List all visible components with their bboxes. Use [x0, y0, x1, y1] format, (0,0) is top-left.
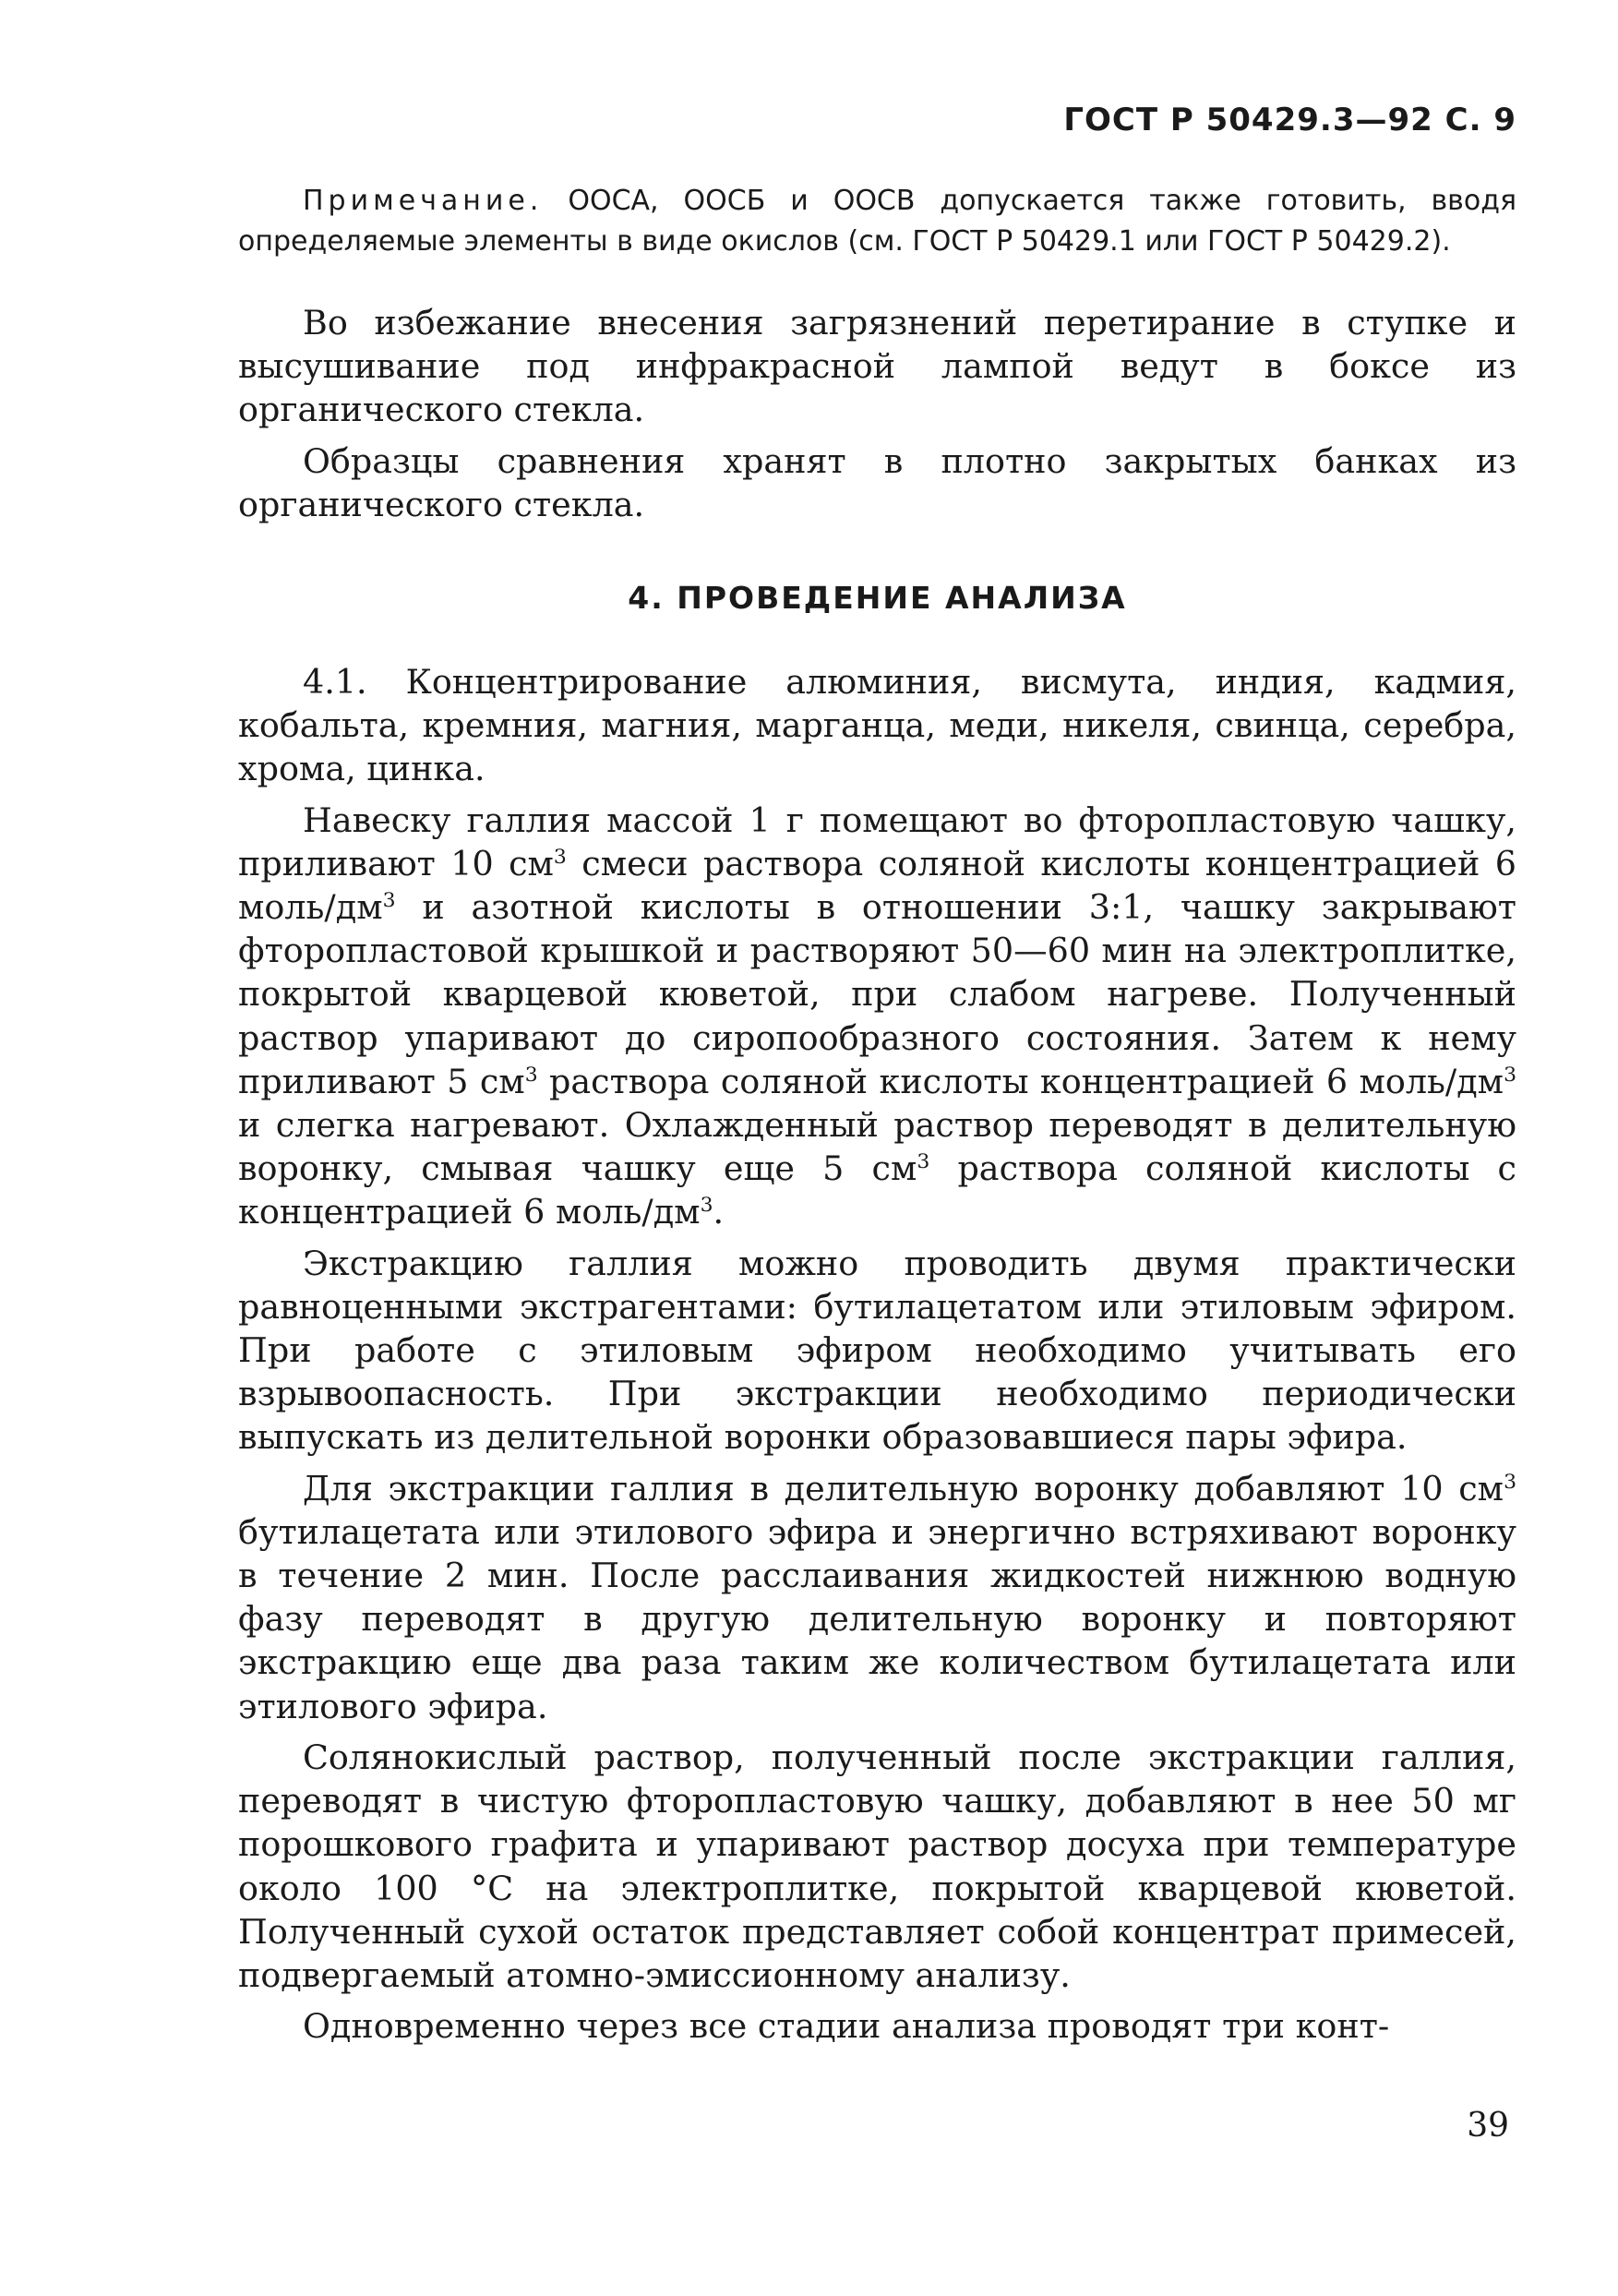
superscript: 3 [917, 1150, 930, 1174]
paragraph-control: Одновременно через все стадии анализа проводят три конт- [303, 2006, 1390, 2047]
superscript: 3 [1504, 1063, 1517, 1087]
superscript: 3 [700, 1194, 713, 1218]
paragraph-evaporation: Солянокислый раствор, полученный после экстракции галлия, переводят в чистую фторопластовую чашку, добавляют в нее 50 мг порошкового графита и упаривают раствор досуха при температуре около 100 °С на электроплитке, покрытой кварцевой кюветой. Полученный сухой остаток представляет собой концентрат примесей, подвергаемый атомно-эмиссионному анализу. [238, 1737, 1516, 1995]
page-number: 39 [1467, 2107, 1509, 2145]
running-header: ГОСТ Р 50429.3—92 С. 9 [1063, 102, 1516, 138]
paragraph-sample-dissolution: Навеску галлия массой 1 г помещают во фторопластовую чашку, приливают 10 $см^3$ смеси раствора соляной кислоты концентрацией 6 моль/$дм^3$ и азотной кислоты в отношении 3:1, чашку закрывают фторопластовой крышкой и растворяют 50—60 мин на электроплитке, покрытой кварцевой кюветой, при слабом нагреве. Полученный раствор упаривают до сиропообразного состояния. Затем к нему приливают 5 $см^3$ раствора соляной кислоты концентрацией 6 моль/$дм^3$ и слегка нагревают. Охлажденный раствор переводят в делительную воронку, смывая чашку еще 5 $см^3$ раствора соляной кислоты с концентрацией 6 моль/$дм^3$. [238, 799, 1517, 1232]
note-paragraph [238, 181, 1516, 262]
paragraph-4-1: 4.1. Концентрирование алюминия, висмута, индия, кадмия, кобальта, кремния, магния, марганца, меди, никеля, свинца, серебра, хрома, цинка. [238, 662, 1516, 789]
superscript: 3 [382, 888, 396, 912]
superscript: 3 [524, 1063, 538, 1087]
note-label: Примечание. [303, 185, 544, 217]
paragraph-storage: Образцы сравнения хранят в плотно закрытых банках из органического стекла. [238, 440, 1516, 524]
note-text: ООСА, ООСБ и ООСВ допускается также готовить, вводя определяемые элементы в виде окислов (см. ГОСТ Р 50429.1 или ГОСТ Р 50429.2). [238, 185, 1516, 258]
superscript: 3 [553, 845, 567, 869]
paragraph-extraction: Для экстракции галлия в делительную воронку добавляют 10 $см^3$ бутилацетата или этилового эфира и энергично встряхивают воронку в течение 2 мин. После расслаивания жидкостей нижнюю водную фазу переводят в другую делительную воронку и повторяют экстракцию еще два раза таким же количеством бутилацетата или этилового эфира. [238, 1468, 1516, 1726]
paragraph-extractants: Экстракцию галлия можно проводить двумя практически равноценными экстрагентами: бутилацетатом или этиловым эфиром. При работе с этиловым эфиром необходимо учитывать его взрывоопасность. При экстракции необходимо периодически выпускать из делительной воронки образовавшиеся пары эфира. [238, 1243, 1516, 1458]
section-title: 4. ПРОВЕДЕНИЕ АНАЛИЗА [628, 580, 1127, 617]
paragraph-contamination: Во избежание внесения загрязнений перетирание в ступке и высушивание под инфракрасной лампой ведут в боксе из органического стекла. [238, 303, 1516, 430]
superscript: 3 [1504, 1470, 1516, 1494]
page-content [238, 181, 1516, 2055]
